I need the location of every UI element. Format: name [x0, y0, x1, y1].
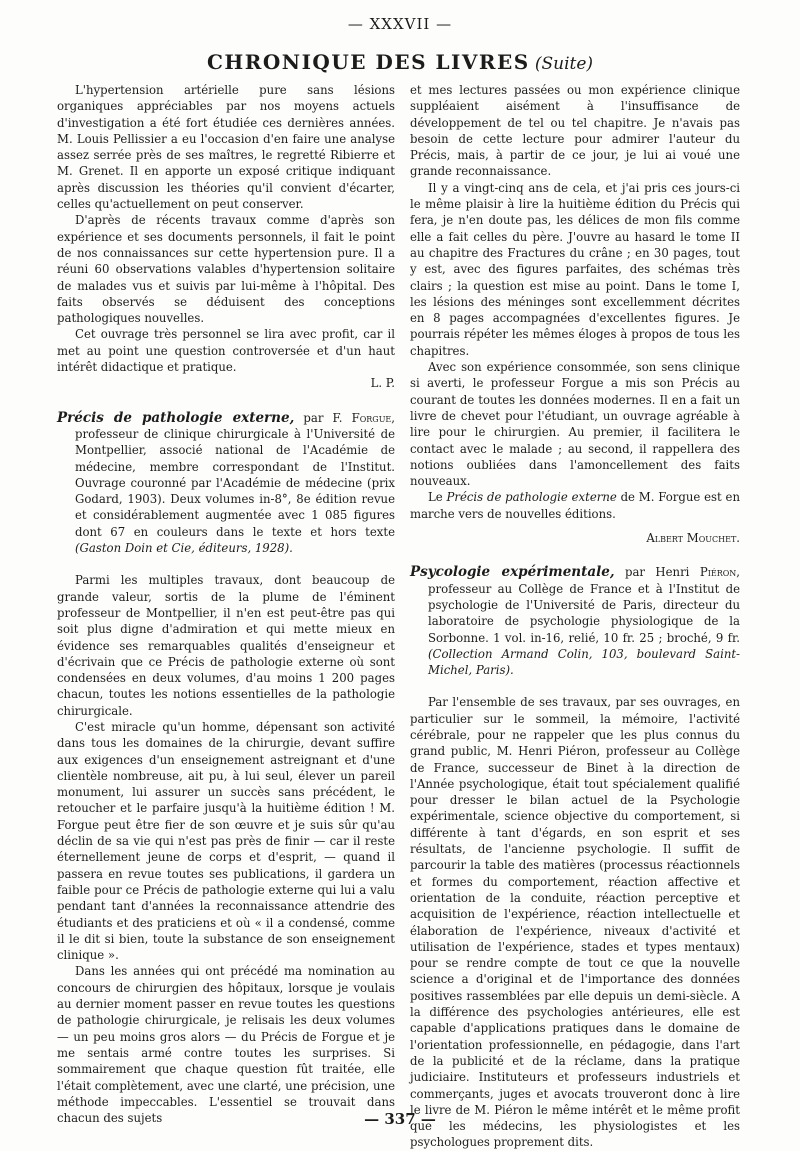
book-details: professeur au Collège de France et à l'Institut de psychologie de l'Université de Paris, directeur du laboratoire de psychologie physiologique de la Sorbonne. 1 vol. in-16, relié, 10 fr. 25 ; broché, 9 fr.: [428, 581, 740, 645]
paragraph: Dans les années qui ont précédé ma nomination au concours de chirurgien des hôpitaux, lorsque je voulais au dernier moment passer en revue toutes les questions de pathologie chirurgicale, je relisais les deux volumes — un peu moins gros alors — du Précis de Forgue et je me sentais armé contre toutes les surprises. Si sommairement que chaque question fût traitée, elle l'était complètement, avec une clarté, une précision, une méthode impeccables. L'essentiel se trouvait dans chacun des sujets: [57, 964, 395, 1126]
signature: Albert Mouchet.: [646, 531, 740, 546]
book-author: F. Forgue,: [332, 410, 395, 425]
paragraph: L'hypertension artérielle pure sans lésions organiques appréciables par nos moyens actuels d'investigation a été fort étudiée ces dernières années. M. Louis Pellissier a eu l'occasion d'en faire une analyse assez serrée près de ses maîtres, le regretté Ribierre et M. Grenet. Il en apporte un exposé critique indiquant après discussion les théories qu'il convient d'écarter, celles qu'actuellement on peut conserver.: [57, 83, 395, 212]
paragraph: Avec son expérience consommée, son sens clinique si averti, le professeur Forgue a mis son Précis au courant de toutes les données modernes. Il en a fait un livre de chevet pour l'étudiant, un ouvrage agréable à lire pour le chirurgien. Au premier, il facilitera le contact avec le malade ; au second, il rappellera des notions oubliées dans l'amoncellement des faits nouveaux.: [410, 360, 740, 489]
signature: L. P.: [370, 376, 395, 391]
paragraph: Parmi les multiples travaux, dont beaucoup de grande valeur, sortis de la plume de l'éminent professeur de Montpellier, il n'en est peut-être pas qui soit plus digne d'admiration et qui mette mieux en évidence ses remarquables qualités d'enseigneur et d'écrivain que ce Précis de pathologie externe où sont condensées en deux volumes, d'au moins 1 200 pages chacun, toutes les notions essentielles de la pathologie chirurgicale.: [57, 573, 395, 718]
book-title: Psycologie expérimentale,: [410, 564, 615, 581]
section-title: [0, 50, 800, 74]
left-column: [57, 82, 395, 1126]
paragraph: C'est miracle qu'un homme, dépensant son activité dans tous les domaines de la chirurgie, devant suffire aux exigences d'un enseignement astreignant et d'une clientèle nombreuse, ait pu, à lui seul, élever un pareil monument, lui assurer un succès sans précédent, le retoucher et le parfaire jusqu'à la huitième édition ! M. Forgue peut être fier de son œuvre et je suis sûr qu'au déclin de sa vie qui n'est pas près de finir — car il reste éternellement jeune de corps et d'esprit, — quand il passera en revue toutes ses publications, il gardera un faible pour ce Précis de pathologie externe qui lui a valu pendant tant d'années la reconnaissance attendrie des étudiants et des praticiens et où « il a condensé, comme il le dit si bien, toute la substance de son enseignement clinique ».: [57, 719, 395, 963]
paragraph: et mes lectures passées ou mon expérience clinique suppléaient aisément à l'insuffisance de développement de tel ou tel chapitre. Je n'avais pas besoin de cette lecture pour admirer l'auteur du Précis, mais, à partir de ce jour, je lui ai voué une grande reconnaissance.: [410, 83, 740, 179]
book-title: Précis de pathologie externe,: [57, 409, 295, 426]
book-by: par: [294, 410, 333, 425]
book-title-inline: Précis de pathologie externe: [446, 490, 617, 505]
book-author: Piéron,: [699, 565, 740, 580]
paragraph: Par l'ensemble de ses travaux, par ses ouvrages, en particulier sur le sommeil, la mémoire, l'activité cérébrale, pour ne rappeler que les plus connus du grand public, M. Henri Piéron, professeur au Collège de France, successeur de Binet à la direction de l'Année psychologique, était tout spécialement qualifié pour dresser le bilan actuel de la Psychologie expérimentale, science objective du comportement, si différente à tant d'égards, en son esprit et ses résultats, de l'ancienne psychologie. Il suffit de parcourir la table des matières (processus réactionnels et formes du comportement, réaction affective et orientation de la conduite, réaction perceptive et acquisition de l'expérience, réaction intellectuelle et élaboration de l'expérience, niveaux d'activité et utilisation de l'expérience, stades et types mentaux) pour se rendre compte de tout ce que la nouvelle science a d'original et de l'importance des données positives rassemblées par elle depuis un demi-siècle. A la différence des psychologies antérieures, elle est capable d'applications pratiques dans le domaine de l'orientation professionnelle, en pédagogie, dans l'art de la publicité et de la réclame, dans la pratique judiciaire. Instituteurs et professeurs industriels et commerçants, juges et avocats trouveront donc à lire le livre de M. Piéron le même intérêt et le même profit que les médecins, les physiologistes et les psychologues proprement dits.: [410, 695, 740, 1150]
book-publisher: (Collection Armand Colin, 103, boulevard Saint-Michel, Paris).: [428, 646, 740, 678]
paragraph: Cet ouvrage très personnel se lira avec profit, car il met au point une question controversée et d'un haut intérêt didactique et pratique.: [57, 327, 395, 375]
right-column: [410, 82, 740, 1151]
page-roman-number: — XXXVII —: [347, 15, 453, 33]
section-title-text: CHRONIQUE DES LIVRES: [206, 50, 530, 74]
paragraph: [410, 489, 740, 522]
book-entry-heading: [410, 564, 740, 678]
page-number: — 337 —: [364, 1110, 436, 1128]
section-title-suite: (Suite): [534, 54, 594, 74]
book-by: par Henri: [614, 565, 700, 580]
book-publisher: (Gaston Doin et Cie, éditeurs, 1928).: [75, 541, 293, 556]
text-run: Le: [428, 490, 447, 505]
paragraph: D'après de récents travaux comme d'après son expérience et ses documents personnels, il fait le point de nos connaissances sur cette hypertension pure. Il a réuni 60 observations valables d'hypertension solitaire de malades vus et suivis par lui-même à l'hôpital. Des faits observés se déduisent des conceptions pathologiques nouvelles.: [57, 213, 395, 326]
book-details: professeur de clinique chirurgicale à l'Université de Montpellier, associé national de l'Académie de médecine, membre correspondant de l'Institut. Ouvrage couronné par l'Académie de médecine (prix Godard, 1903). Deux volumes in-8°, 8e édition revue et considérablement augmentée avec 1 085 figures dont 67 en couleurs dans le texte et hors texte: [75, 426, 395, 539]
book-entry-heading: [57, 410, 395, 557]
paragraph: Il y a vingt-cinq ans de cela, et j'ai pris ces jours-ci le même plaisir à lire la huitième édition du Précis qui fera, je n'en doute pas, les délices de mon fils comme elle a fait celles du père. J'ouvre au hasard le tome II au chapitre des Fractures du crâne ; en 30 pages, tout y est, avec des figures parfaites, des schémas très clairs ; la question est mise au point. Dans le tome I, les lésions des méninges sont excellemment décrites en 8 pages accompagnées d'excellentes figures. Je pourrais répéter les mêmes éloges à propos de tous les chapitres.: [410, 180, 740, 358]
text-run: de M. Forgue est en marche vers de nouvelles éditions.: [410, 490, 740, 521]
